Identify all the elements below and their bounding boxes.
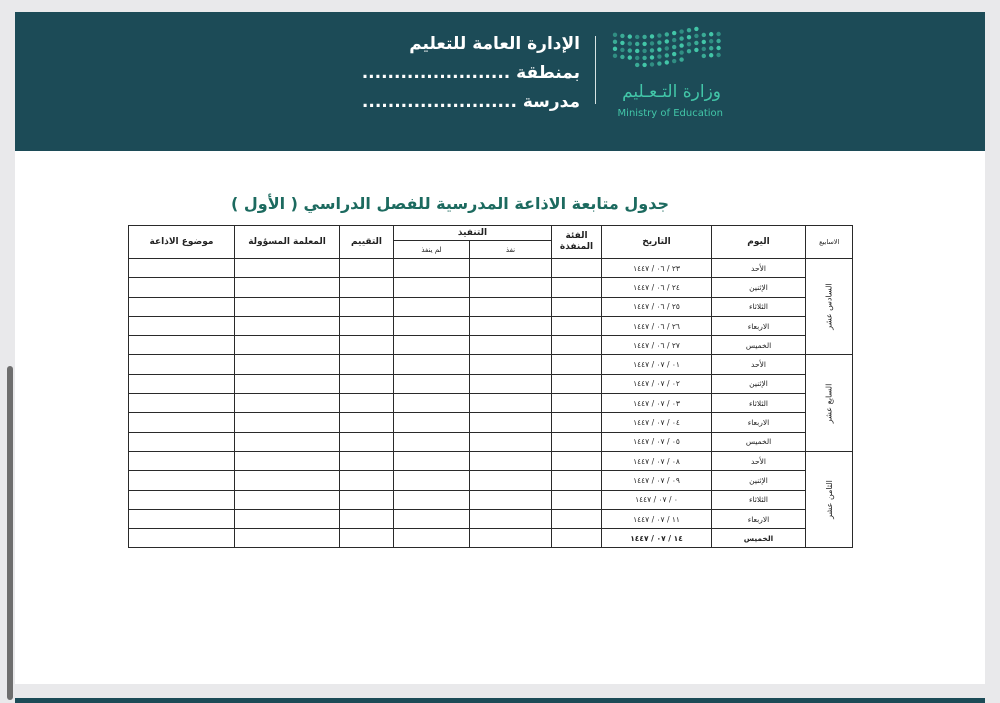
table-row bbox=[129, 413, 853, 432]
week-label: السابع عشر bbox=[824, 383, 834, 424]
evaluation-cell[interactable] bbox=[340, 316, 394, 335]
header-directorate: الإدارة العامة للتعليم bbox=[409, 34, 580, 54]
done-cell[interactable] bbox=[470, 336, 552, 355]
header-execution: التنفيذ bbox=[394, 226, 552, 241]
category-cell[interactable] bbox=[552, 413, 602, 432]
topic-cell[interactable] bbox=[129, 432, 235, 451]
not-done-cell[interactable] bbox=[394, 509, 470, 528]
topic-cell[interactable] bbox=[129, 297, 235, 316]
done-cell[interactable] bbox=[470, 509, 552, 528]
day-cell: الإثنين bbox=[712, 471, 806, 490]
logo-dot bbox=[635, 49, 639, 53]
logo-dot bbox=[702, 54, 706, 58]
date-cell: ١٤ / ٠٧ / ١٤٤٧ bbox=[602, 529, 712, 548]
topic-cell[interactable] bbox=[129, 471, 235, 490]
logo-dot bbox=[679, 57, 683, 61]
not-done-cell[interactable] bbox=[394, 413, 470, 432]
done-cell[interactable] bbox=[470, 490, 552, 509]
topic-cell[interactable] bbox=[129, 451, 235, 470]
topic-cell[interactable] bbox=[129, 490, 235, 509]
logo-arabic-text: وزارة التـعـليم bbox=[622, 82, 721, 102]
logo-dot bbox=[709, 46, 713, 50]
logo-dot bbox=[628, 41, 632, 45]
logo-dot bbox=[657, 47, 661, 51]
logo-dot bbox=[613, 33, 617, 37]
scrollbar[interactable] bbox=[0, 0, 15, 703]
logo-dot bbox=[635, 63, 639, 67]
evaluation-cell[interactable] bbox=[340, 278, 394, 297]
logo-dot bbox=[665, 32, 669, 36]
logo-dot bbox=[679, 29, 683, 33]
logo-dot bbox=[672, 52, 676, 56]
logo-dot bbox=[716, 46, 720, 50]
day-cell: الإثنين bbox=[712, 278, 806, 297]
done-cell[interactable] bbox=[470, 394, 552, 413]
day-cell: الاربعاء bbox=[712, 316, 806, 335]
teacher-cell[interactable] bbox=[235, 259, 340, 278]
logo-dot bbox=[687, 42, 691, 46]
header-region: بمنطقة ....................... bbox=[361, 63, 580, 83]
table-row bbox=[129, 509, 853, 528]
date-cell: ٢٧ / ٠٦ / ١٤٤٧ bbox=[602, 336, 712, 355]
table-row bbox=[129, 529, 853, 548]
category-cell[interactable] bbox=[552, 529, 602, 548]
teacher-cell[interactable] bbox=[235, 413, 340, 432]
teacher-cell[interactable] bbox=[235, 316, 340, 335]
day-cell: الأحد bbox=[712, 259, 806, 278]
done-cell[interactable] bbox=[470, 297, 552, 316]
not-done-cell[interactable] bbox=[394, 355, 470, 374]
next-page-header-edge bbox=[15, 698, 985, 703]
done-cell[interactable] bbox=[470, 451, 552, 470]
logo-dot bbox=[665, 46, 669, 50]
category-cell[interactable] bbox=[552, 355, 602, 374]
evaluation-cell[interactable] bbox=[340, 394, 394, 413]
day-cell: الخميس bbox=[712, 336, 806, 355]
day-cell: الإثنين bbox=[712, 374, 806, 393]
logo-dot bbox=[665, 53, 669, 57]
evaluation-cell[interactable] bbox=[340, 529, 394, 548]
table-row bbox=[129, 336, 853, 355]
day-cell: الثلاثاء bbox=[712, 490, 806, 509]
logo-dot bbox=[635, 42, 639, 46]
topic-cell[interactable] bbox=[129, 529, 235, 548]
done-cell[interactable] bbox=[470, 529, 552, 548]
logo-dot bbox=[650, 55, 654, 59]
logo-dot bbox=[687, 35, 691, 39]
header-teacher: المعلمة المسؤولة bbox=[235, 226, 340, 259]
day-cell: الأحد bbox=[712, 355, 806, 374]
category-cell[interactable] bbox=[552, 336, 602, 355]
logo-dot bbox=[620, 55, 624, 59]
date-cell: ٢٥ / ٠٦ / ١٤٤٧ bbox=[602, 297, 712, 316]
not-done-cell[interactable] bbox=[394, 316, 470, 335]
table-row bbox=[129, 432, 853, 451]
logo-dot bbox=[716, 39, 720, 43]
date-cell: ٠٩ / ٠٧ / ١٤٤٧ bbox=[602, 471, 712, 490]
date-cell: ١١ / ٠٧ / ١٤٤٧ bbox=[602, 509, 712, 528]
logo-dot bbox=[628, 34, 632, 38]
done-cell[interactable] bbox=[470, 278, 552, 297]
document-title: جدول متابعة الاذاعة المدرسية للفصل الدراسي ( الأول ) bbox=[230, 194, 670, 213]
header-divider bbox=[595, 36, 596, 104]
teacher-cell[interactable] bbox=[235, 374, 340, 393]
not-done-cell[interactable] bbox=[394, 432, 470, 451]
logo-dot bbox=[702, 40, 706, 44]
week-label-cell bbox=[806, 355, 853, 451]
category-cell[interactable] bbox=[552, 316, 602, 335]
evaluation-cell[interactable] bbox=[340, 490, 394, 509]
date-cell: ٠٥ / ٠٧ / ١٤٤٧ bbox=[602, 432, 712, 451]
logo-dot bbox=[657, 54, 661, 58]
done-cell[interactable] bbox=[470, 316, 552, 335]
logo-dot bbox=[679, 43, 683, 47]
table-row bbox=[129, 374, 853, 393]
category-cell[interactable] bbox=[552, 509, 602, 528]
logo-english-text: Ministry of Education bbox=[617, 108, 723, 119]
category-cell[interactable] bbox=[552, 297, 602, 316]
logo-dot bbox=[694, 27, 698, 31]
logo-dot bbox=[679, 36, 683, 40]
logo-dot bbox=[665, 39, 669, 43]
date-cell: ٠٣ / ٠٧ / ١٤٤٧ bbox=[602, 394, 712, 413]
logo-dot bbox=[635, 56, 639, 60]
day-cell: الاربعاء bbox=[712, 413, 806, 432]
logo-dot bbox=[694, 48, 698, 52]
table-row bbox=[129, 259, 853, 278]
teacher-cell[interactable] bbox=[235, 529, 340, 548]
topic-cell[interactable] bbox=[129, 278, 235, 297]
logo-dot bbox=[665, 60, 669, 64]
logo-dot bbox=[642, 42, 646, 46]
evaluation-cell[interactable] bbox=[340, 297, 394, 316]
logo-dot bbox=[642, 63, 646, 67]
date-cell: ٠٢ / ٠٧ / ١٤٤٧ bbox=[602, 374, 712, 393]
not-done-cell[interactable] bbox=[394, 278, 470, 297]
topic-cell[interactable] bbox=[129, 259, 235, 278]
header-text-block bbox=[361, 30, 580, 117]
header-school: مدرسة ........................ bbox=[361, 92, 580, 112]
logo-dot bbox=[613, 54, 617, 58]
week-label-cell bbox=[806, 451, 853, 547]
category-cell[interactable] bbox=[552, 374, 602, 393]
header-weeks: الاسابيع bbox=[806, 226, 853, 259]
category-cell[interactable] bbox=[552, 490, 602, 509]
table-row bbox=[129, 471, 853, 490]
topic-cell[interactable] bbox=[129, 316, 235, 335]
header-date: التاريخ bbox=[602, 226, 712, 259]
logo-dot bbox=[620, 48, 624, 52]
logo-dot bbox=[687, 28, 691, 32]
logo-dot bbox=[628, 55, 632, 59]
logo-dot bbox=[635, 35, 639, 39]
evaluation-cell[interactable] bbox=[340, 509, 394, 528]
page-header bbox=[15, 12, 985, 151]
done-cell[interactable] bbox=[470, 432, 552, 451]
table-body bbox=[129, 259, 853, 548]
logo-dot bbox=[650, 48, 654, 52]
not-done-cell[interactable] bbox=[394, 471, 470, 490]
not-done-cell[interactable] bbox=[394, 374, 470, 393]
category-cell[interactable] bbox=[552, 451, 602, 470]
logo-dot bbox=[642, 56, 646, 60]
done-cell[interactable] bbox=[470, 374, 552, 393]
logo-dot bbox=[642, 49, 646, 53]
logo-dot bbox=[709, 32, 713, 36]
teacher-cell[interactable] bbox=[235, 471, 340, 490]
logo-dot bbox=[620, 41, 624, 45]
evaluation-cell[interactable] bbox=[340, 413, 394, 432]
evaluation-cell[interactable] bbox=[340, 355, 394, 374]
logo-dot bbox=[694, 34, 698, 38]
topic-cell[interactable] bbox=[129, 336, 235, 355]
logo-dot bbox=[642, 35, 646, 39]
header-not-done: لم ينفذ bbox=[394, 241, 470, 259]
logo-dot bbox=[687, 49, 691, 53]
week-label-cell bbox=[806, 259, 853, 355]
teacher-cell[interactable] bbox=[235, 509, 340, 528]
week-label: السادس عشر bbox=[824, 283, 834, 330]
teacher-cell[interactable] bbox=[235, 336, 340, 355]
not-done-cell[interactable] bbox=[394, 490, 470, 509]
not-done-cell[interactable] bbox=[394, 451, 470, 470]
not-done-cell[interactable] bbox=[394, 297, 470, 316]
logo-dot bbox=[702, 33, 706, 37]
teacher-cell[interactable] bbox=[235, 490, 340, 509]
teacher-cell[interactable] bbox=[235, 432, 340, 451]
moe-dots-logo-icon bbox=[611, 24, 726, 79]
logo-dot bbox=[620, 34, 624, 38]
evaluation-cell[interactable] bbox=[340, 432, 394, 451]
day-cell: الخميس bbox=[712, 529, 806, 548]
week-label: الثامن عشر bbox=[824, 480, 834, 520]
day-cell: الاربعاء bbox=[712, 509, 806, 528]
logo-dot bbox=[679, 50, 683, 54]
day-cell: الثلاثاء bbox=[712, 297, 806, 316]
logo-dot bbox=[613, 47, 617, 51]
logo-dot bbox=[657, 33, 661, 37]
logo-dot bbox=[650, 62, 654, 66]
teacher-cell[interactable] bbox=[235, 451, 340, 470]
date-cell: ٠ / ٠٧ / ١٤٤٧ bbox=[602, 490, 712, 509]
header-evaluation: التقييم bbox=[340, 226, 394, 259]
done-cell[interactable] bbox=[470, 471, 552, 490]
date-cell: ٠٤ / ٠٧ / ١٤٤٧ bbox=[602, 413, 712, 432]
logo-dot bbox=[650, 41, 654, 45]
table-row bbox=[129, 394, 853, 413]
logo-dot bbox=[716, 32, 720, 36]
day-cell: الخميس bbox=[712, 432, 806, 451]
header-topic: موضوع الاذاعة bbox=[129, 226, 235, 259]
date-cell: ٢٦ / ٠٦ / ١٤٤٧ bbox=[602, 316, 712, 335]
logo-dot bbox=[650, 34, 654, 38]
evaluation-cell[interactable] bbox=[340, 259, 394, 278]
not-done-cell[interactable] bbox=[394, 336, 470, 355]
day-cell: الثلاثاء bbox=[712, 394, 806, 413]
evaluation-cell[interactable] bbox=[340, 374, 394, 393]
done-cell[interactable] bbox=[470, 259, 552, 278]
logo-dot bbox=[672, 38, 676, 42]
logo-dot bbox=[702, 47, 706, 51]
category-cell[interactable] bbox=[552, 471, 602, 490]
table-row bbox=[129, 278, 853, 297]
not-done-cell[interactable] bbox=[394, 529, 470, 548]
done-cell[interactable] bbox=[470, 355, 552, 374]
topic-cell[interactable] bbox=[129, 509, 235, 528]
not-done-cell[interactable] bbox=[394, 394, 470, 413]
scrollbar-thumb[interactable] bbox=[7, 366, 13, 700]
header-done: نفذ bbox=[470, 241, 552, 259]
topic-cell[interactable] bbox=[129, 413, 235, 432]
table-row bbox=[129, 490, 853, 509]
evaluation-cell[interactable] bbox=[340, 451, 394, 470]
logo-dot bbox=[709, 53, 713, 57]
logo-dot bbox=[709, 39, 713, 43]
logo-dot bbox=[716, 53, 720, 57]
logo-dot bbox=[657, 40, 661, 44]
topic-cell[interactable] bbox=[129, 355, 235, 374]
table-row bbox=[129, 451, 853, 470]
logo-dot bbox=[613, 40, 617, 44]
date-cell: ٢٤ / ٠٦ / ١٤٤٧ bbox=[602, 278, 712, 297]
ministry-logo bbox=[611, 24, 726, 119]
table-row bbox=[129, 297, 853, 316]
logo-dot bbox=[672, 31, 676, 35]
date-cell: ٠١ / ٠٧ / ١٤٤٧ bbox=[602, 355, 712, 374]
category-cell[interactable] bbox=[552, 432, 602, 451]
date-cell: ٠٨ / ٠٧ / ١٤٤٧ bbox=[602, 451, 712, 470]
category-cell[interactable] bbox=[552, 259, 602, 278]
logo-dot bbox=[694, 41, 698, 45]
topic-cell[interactable] bbox=[129, 374, 235, 393]
header-category: الفئة المنفذة bbox=[552, 226, 602, 259]
broadcast-schedule-table bbox=[128, 225, 853, 548]
logo-dot bbox=[628, 48, 632, 52]
topic-cell[interactable] bbox=[129, 394, 235, 413]
category-cell[interactable] bbox=[552, 278, 602, 297]
teacher-cell[interactable] bbox=[235, 355, 340, 374]
evaluation-cell[interactable] bbox=[340, 471, 394, 490]
logo-dot bbox=[672, 59, 676, 63]
category-cell[interactable] bbox=[552, 394, 602, 413]
teacher-cell[interactable] bbox=[235, 297, 340, 316]
day-cell: الأحد bbox=[712, 451, 806, 470]
table-row bbox=[129, 355, 853, 374]
evaluation-cell[interactable] bbox=[340, 336, 394, 355]
date-cell: ٢٣ / ٠٦ / ١٤٤٧ bbox=[602, 259, 712, 278]
table-row bbox=[129, 316, 853, 335]
teacher-cell[interactable] bbox=[235, 278, 340, 297]
done-cell[interactable] bbox=[470, 413, 552, 432]
logo-dot bbox=[672, 45, 676, 49]
header-day: اليوم bbox=[712, 226, 806, 259]
teacher-cell[interactable] bbox=[235, 394, 340, 413]
logo-dot bbox=[657, 61, 661, 65]
not-done-cell[interactable] bbox=[394, 259, 470, 278]
